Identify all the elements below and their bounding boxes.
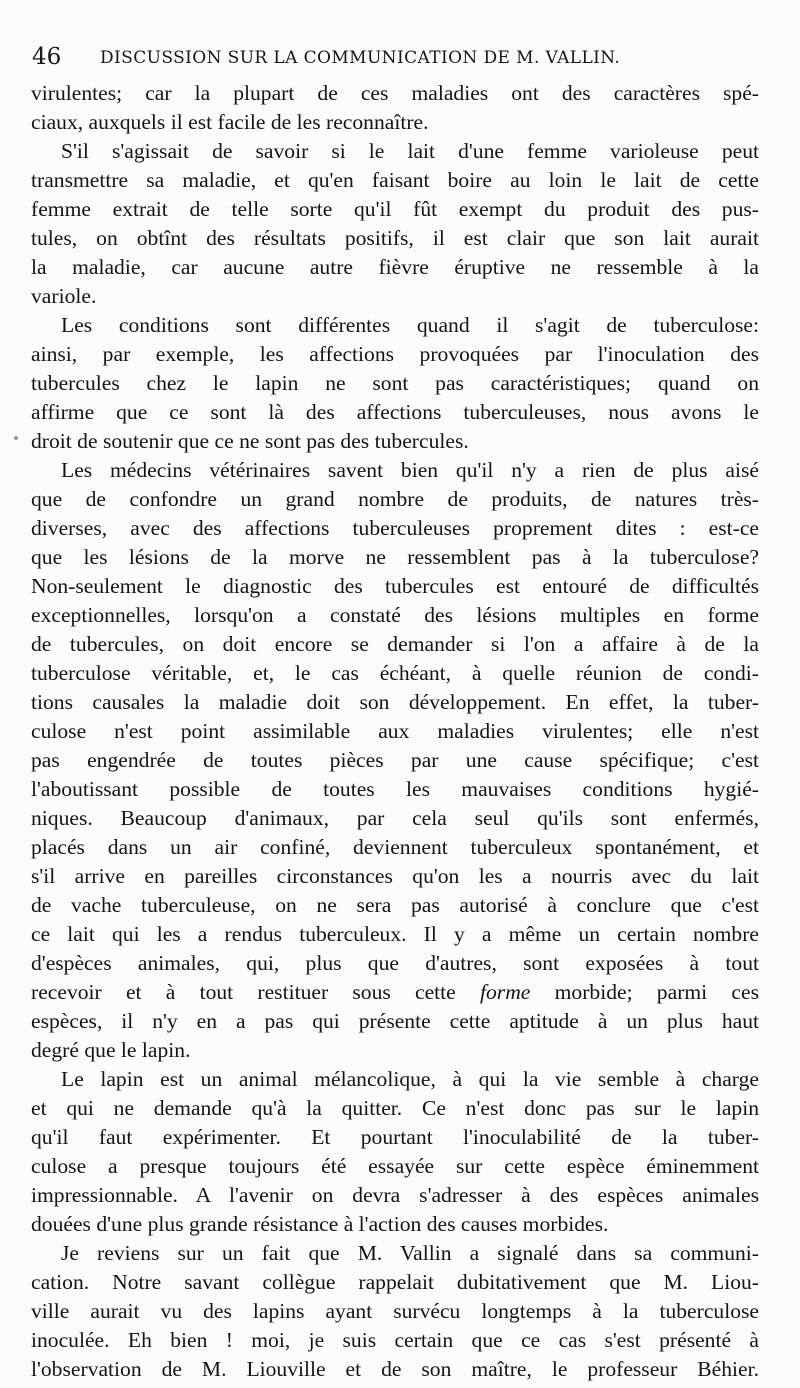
text-line: de tubercules, on doit encore se demander si l'on a affaire à de la xyxy=(31,632,759,656)
text-line: S'il s'agissait de savoir si le lait d'une femme varioleuse peut xyxy=(61,139,759,163)
text-line: d'espèces animales, qui, plus que d'autres, sont exposées à tout xyxy=(31,951,759,975)
text-line: transmettre sa maladie, et qu'en faisant boire au loin le lait de cette xyxy=(31,168,759,192)
text-line: s'il arrive en pareilles circonstances qu'on les a nourris avec du lait xyxy=(31,864,759,888)
text-line: ciaux, auxquels il est facile de les reconnaître. xyxy=(31,110,429,134)
page-header xyxy=(32,42,772,72)
text-line: tions causales la maladie doit son développement. En effet, la tuber- xyxy=(31,690,759,714)
text-line: droit de soutenir que ce ne sont pas des tubercules. xyxy=(31,429,469,453)
text-line: l'aboutissant possible de toutes les mauvaises conditions hygié- xyxy=(31,777,759,801)
text-line: ainsi, par exemple, les affections provoquées par l'inoculation des xyxy=(31,342,759,366)
text-line: affirme que ce sont là des affections tuberculeuses, nous avons le xyxy=(31,400,759,424)
text-line: recevoir et à tout restituer sous cette forme morbide; parmi ces xyxy=(31,980,759,1004)
text-line: Les conditions sont différentes quand il s'agit de tuberculose: xyxy=(61,313,759,337)
text-line: placés dans un air confiné, deviennent tuberculeux spontanément, et xyxy=(31,835,759,859)
text-line: cation. Notre savant collègue rappelait dubitativement que M. Liou- xyxy=(31,1270,759,1294)
text-line: douées d'une plus grande résistance à l'action des causes morbides. xyxy=(31,1212,609,1236)
text-line: Les médecins vétérinaires savent bien qu'il n'y a rien de plus aisé xyxy=(61,458,759,482)
text-line: qu'il faut expérimenter. Et pourtant l'inoculabilité de la tuber- xyxy=(31,1125,759,1149)
text-line: de vache tuberculeuse, on ne sera pas autorisé à conclure que c'est xyxy=(31,893,759,917)
text-line: virulentes; car la plupart de ces maladies ont des caractères spé- xyxy=(31,81,759,105)
text-line: tubercules chez le lapin ne sont pas caractéristiques; quand on xyxy=(31,371,759,395)
text-line: niques. Beaucoup d'animaux, par cela seul qu'ils sont enfermés, xyxy=(31,806,759,830)
text-line: ville aurait vu des lapins ayant survécu longtemps à la tuberculose xyxy=(31,1299,759,1323)
text-line: espèces, il n'y en a pas qui présente cette aptitude à un plus haut xyxy=(31,1009,759,1033)
text-line: variole. xyxy=(31,284,97,308)
running-title: DISCUSSION SUR LA COMMUNICATION DE M. VALLIN. xyxy=(100,48,621,68)
text-line: que de confondre un grand nombre de produits, de natures très- xyxy=(31,487,759,511)
text-line: culose a presque toujours été essayée sur cette espèce éminemment xyxy=(31,1154,759,1178)
text-line: exceptionnelles, lorsqu'on a constaté des lésions multiples en forme xyxy=(31,603,759,627)
text-line: que les lésions de la morve ne ressemblent pas à la tuberculose? xyxy=(31,545,759,569)
text-line: tules, on obtînt des résultats positifs, il est clair que son lait aurait xyxy=(31,226,759,250)
text-line: femme extrait de telle sorte qu'il fût exempt du produit des pus- xyxy=(31,197,759,221)
text-line: l'observation de M. Liouville et de son maître, le professeur Béhier. xyxy=(31,1357,759,1381)
text-line: pas engendrée de toutes pièces par une cause spécifique; c'est xyxy=(31,748,759,772)
text-line: impressionnable. A l'avenir on devra s'adresser à des espèces animales xyxy=(31,1183,759,1207)
text-line: Non-seulement le diagnostic des tubercules est entouré de difficultés xyxy=(31,574,759,598)
italic-word: forme xyxy=(480,980,531,1004)
margin-speck xyxy=(14,436,18,440)
text-line: la maladie, car aucune autre fièvre éruptive ne ressemble à la xyxy=(31,255,759,279)
text-line: inoculée. Eh bien ! moi, je suis certain que ce cas s'est présenté à xyxy=(31,1328,759,1352)
text-line: tuberculose véritable, et, le cas échéant, à quelle réunion de condi- xyxy=(31,661,759,685)
text-line: culose n'est point assimilable aux maladies virulentes; elle n'est xyxy=(31,719,759,743)
text-line: et qui ne demande qu'à la quitter. Ce n'est donc pas sur le lapin xyxy=(31,1096,759,1120)
text-line: diverses, avec des affections tuberculeuses proprement dites : est-ce xyxy=(31,516,759,540)
text-line: ce lait qui les a rendus tuberculeux. Il y a même un certain nombre xyxy=(31,922,759,946)
text-line: Je reviens sur un fait que M. Vallin a signalé dans sa communi- xyxy=(61,1241,759,1265)
page-number: 46 xyxy=(32,44,62,70)
body-text xyxy=(31,79,759,1384)
text-line: Le lapin est un animal mélancolique, à qui la vie semble à charge xyxy=(61,1067,759,1091)
text-line: degré que le lapin. xyxy=(31,1038,191,1062)
